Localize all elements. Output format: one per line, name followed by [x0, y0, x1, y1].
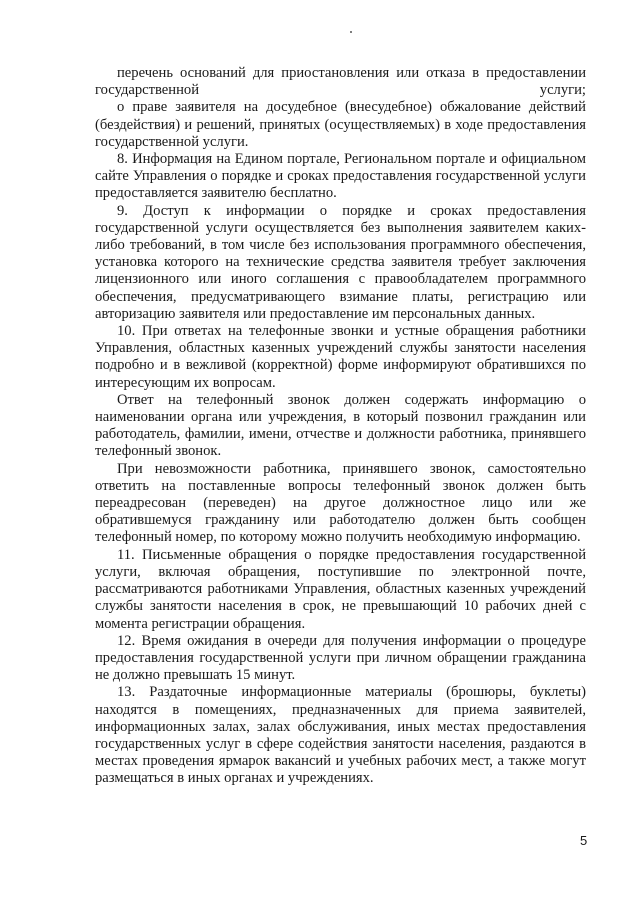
- paragraph-item-8: 8. Информация на Едином портале, Региональном портале и официальном сайте Управления о порядке и сроках предоставления государственной услуги предоставляется заявителю бесплатно.: [95, 151, 586, 202]
- paragraph-item-9: 9. Доступ к информации о порядке и сроках предоставления государственной услуги осуществляется без выполнения заявителем каких-либо требований, в том числе без использования программного обеспечения, установка которого на технические средства заявителя требует заключения лицензионного или иного соглашения с правообладателем программного обеспечения, предусматривающего взимание платы, регистрацию или авторизацию заявителя или предоставление им персональных данных.: [95, 202, 586, 322]
- paragraph-item-10: 10. При ответах на телефонные звонки и устные обращения работники Управления, областных казенных учреждений службы занятости населения подробно и в вежливой (корректной) форме информируют обратившихся по интересующим их вопросам.: [95, 323, 586, 391]
- paragraph-call-redirect: При невозможности работника, принявшего звонок, самостоятельно ответить на поставленные вопросы телефонный звонок должен быть переадресован (переведен) на другое должностное лицо или же обратившемуся гражданину или работодателю должен быть сообщен телефонный номер, по которому можно получить необходимую информацию.: [95, 460, 586, 546]
- scan-speck: [350, 31, 352, 33]
- paragraph-item-11: 11. Письменные обращения о порядке предоставления государственной услуги, включая обращения, поступившие по электронной почте, рассматриваются работниками Управления, областных казенных учреждений службы занятости населения в срок, не превышающий 10 рабочих дней с момента регистрации обращения.: [95, 546, 586, 632]
- paragraph-grounds-list: перечень оснований для приостановления или отказа в предоставлении государственной услуги;: [95, 65, 586, 99]
- paragraph-item-13: 13. Раздаточные информационные материалы (брошюры, буклеты) находятся в помещениях, предназначенных для приема заявителей, информационных залах, залах обслуживания, иных местах предоставления государственных услуг в сфере содействия занятости населения, раздаются в местах проведения ярмарок вакансий и учебных рабочих мест, а также могут размещаться в иных органах и учреждениях.: [95, 684, 586, 787]
- paragraph-item-12: 12. Время ожидания в очереди для получения информации о процедуре предоставления государственной услуги при личном обращении гражданина не должно превышать 15 минут.: [95, 632, 586, 684]
- paragraph-phone-answer: Ответ на телефонный звонок должен содержать информацию о наименовании органа или учреждения, в который позвонил гражданин или работодатель, фамилии, имени, отчестве и должности работника, принявшего телефонный звонок.: [95, 391, 586, 460]
- page-number: 5: [580, 833, 588, 848]
- paragraph-appeal-rights: о праве заявителя на досудебное (внесудебное) обжалование действий (бездействия) и решений, принятых (осуществляемых) в ходе предоставления государственной услуги.: [95, 99, 586, 150]
- document-body: [95, 65, 586, 788]
